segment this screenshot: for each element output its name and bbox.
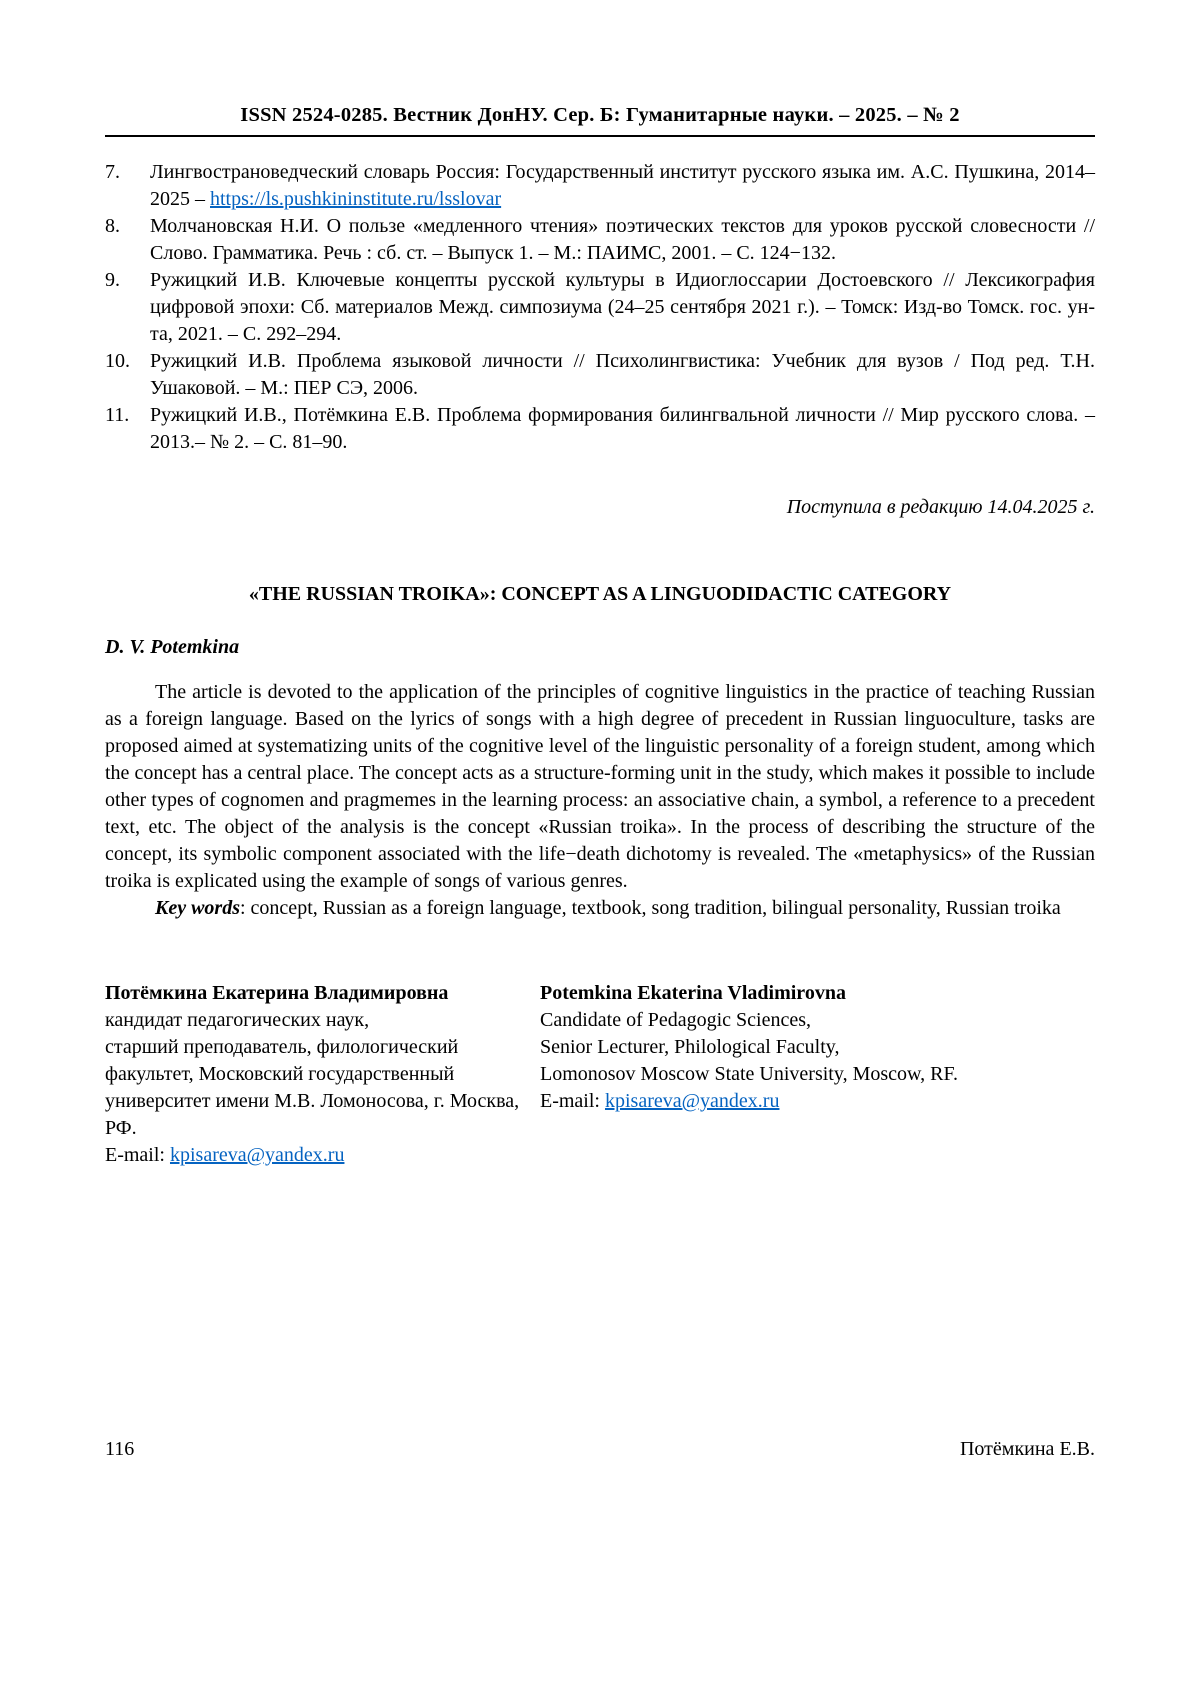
reference-item-11 (105, 402, 1095, 456)
reference-text: Ружицкий И.В. Проблема языковой личности // Психолингвистика: Учебник для вузов / Под ред. Т.Н. Ушаковой. – М.: ПЕР СЭ, 2006. (150, 350, 1095, 399)
contact-line: Lomonosov Moscow State University, Moscow, RF. (540, 1063, 959, 1085)
contact-line: Senior Lecturer, Philological Faculty, (540, 1036, 840, 1058)
contact-card-english (540, 980, 1095, 1169)
article-title: «THE RUSSIAN TROIKA»: CONCEPT AS A LINGUODIDACTIC CATEGORY (248, 583, 952, 605)
contact-line: кандидат педагогических наук, (105, 1009, 370, 1031)
contact-line: факультет, Московский государственный (105, 1063, 455, 1085)
reference-item-7 (105, 159, 1095, 213)
page-number: 116 (105, 1438, 135, 1460)
page-footer (105, 1436, 1095, 1463)
email-label: E-mail: (105, 1144, 170, 1166)
reference-item-9 (105, 267, 1095, 348)
header-rule (105, 135, 1095, 137)
email-label: E-mail: (540, 1090, 605, 1112)
reference-text: Молчановская Н.И. О пользе «медленного чтения» поэтических текстов для уроков русской словесности // Слово. Грамматика. Речь : сб. ст. – Выпуск 1. – М.: ПАИМС, 2001. – С. 124−132. (150, 215, 1095, 264)
reference-number: 10. (105, 350, 130, 372)
article-abstract: The article is devoted to the application of the principles of cognitive linguistics in the practice of teaching Russian as a foreign language. Based on the lyrics of songs with a high degree of precedent in Russian linguoculture, tasks are proposed aimed at systematizing units of the cognitive level of the linguistic personality of a foreign student, among which the concept has a central place. The concept acts as a structure-forming unit in the study, which makes it possible to include other types of cognomen and pragmemes in the learning process: an associative chain, a symbol, a reference to a precedent text, etc. The object of the analysis is the concept «Russian troika». In the process of describing the structure of the concept, its symbolic component associated with the life−death dichotomy is revealed. The «metaphysics» of the Russian troika is explicated using the example of songs of various genres. (105, 681, 1095, 892)
received-note: Поступила в редакцию 14.04.2025 г. (786, 496, 1095, 518)
reference-link[interactable]: https://ls.pushkininstitute.ru/lsslovar (210, 188, 502, 210)
footer-author: Потёмкина Е.В. (959, 1438, 1095, 1460)
contact-card-russian (105, 980, 540, 1169)
journal-header-text: ISSN 2524-0285. Вестник ДонНУ. Сер. Б: Гуманитарные науки. – 2025. – № 2 (240, 104, 960, 126)
reference-text: Ружицкий И.В. Ключевые концепты русской культуры в Идиоглоссарии Достоевского // Лексикография цифровой эпохи: Сб. материалов Межд. симпозиума (24–25 сентября 2021 г.). – Томск: Изд-во Томск. гос. ун-та, 2021. – С. 292–294. (150, 269, 1095, 345)
keywords-label: Key words (155, 897, 240, 919)
reference-text-part: Лингвострановедческий словарь Россия: Государственный институт русского языка им. А.С. Пушкина, 2014–2025 – (150, 161, 1095, 210)
contact-line: старший преподаватель, филологический (105, 1036, 459, 1058)
reference-item-10 (105, 348, 1095, 402)
reference-number: 9. (105, 269, 120, 291)
contact-email-line (105, 1142, 540, 1169)
reference-number: 8. (105, 215, 120, 237)
contact-name-ru: Потёмкина Екатерина Владимировна (105, 982, 449, 1004)
contact-name-en: Potemkina Ekaterina Vladimirovna (540, 982, 846, 1004)
email-link[interactable]: kpisareva@yandex.ru (169, 1144, 345, 1166)
article-author: D. V. Potemkina (105, 636, 240, 658)
keywords-paragraph (105, 895, 1095, 922)
keywords-text: : concept, Russian as a foreign language, textbook, song tradition, bilingual personality, Russian troika (240, 897, 1061, 919)
reference-number: 11. (105, 404, 130, 426)
reference-list (105, 159, 1095, 456)
reference-item-8 (105, 213, 1095, 267)
author-contacts (105, 980, 1095, 1169)
contact-email-line (540, 1088, 1095, 1115)
reference-number: 7. (105, 161, 120, 183)
contact-line: Candidate of Pedagogic Sciences, (540, 1009, 812, 1031)
email-link[interactable]: kpisareva@yandex.ru (604, 1090, 780, 1112)
journal-header (105, 102, 1095, 137)
reference-text: Ружицкий И.В., Потёмкина Е.В. Проблема формирования билингвальной личности // Мир русского слова. – 2013.– № 2. – С. 81–90. (150, 404, 1095, 453)
reference-text (150, 159, 1095, 213)
contact-line: университет имени М.В. Ломоносова, г. Москва, РФ. (105, 1090, 520, 1139)
